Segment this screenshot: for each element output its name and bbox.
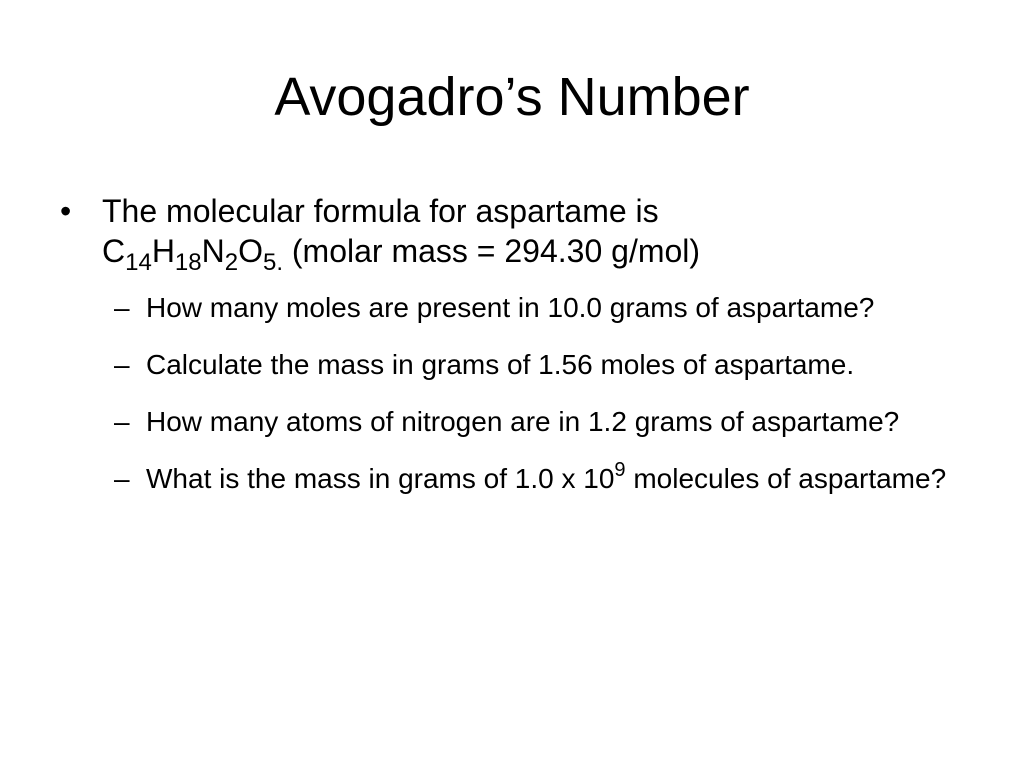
formula-subscript-h: 18 (174, 249, 202, 276)
exponent-superscript: 9 (614, 459, 626, 481)
molar-mass-text: (molar mass = 294.30 g/mol) (283, 233, 701, 269)
bullet-marker: • (60, 193, 72, 229)
dash-marker: – (114, 463, 130, 494)
sub-bullet-text (146, 461, 974, 500)
main-bullet-text (102, 191, 952, 276)
sub-bullet-text: How many atoms of nitrogen are in 1.2 grams of aspartame? (146, 406, 900, 437)
sub-bullet-text-before: What is the mass in grams of 1.0 x 10 (146, 463, 615, 494)
formula-element-h: H (151, 233, 175, 269)
sub-bullet-item (114, 347, 974, 382)
formula-subscript-c: 14 (125, 249, 152, 276)
sub-bullet-text: Calculate the mass in grams of 1.56 moles of aspartame. (146, 349, 855, 380)
formula-subscript-n: 2 (224, 249, 239, 276)
sub-bullet-list (114, 290, 974, 522)
chemical-formula (102, 233, 283, 276)
sub-bullet-text: How many moles are present in 10.0 grams of aspartame? (146, 292, 875, 323)
sub-bullet-text-after: molecules of aspartame? (625, 463, 947, 494)
formula-element-n: N (201, 233, 225, 269)
formula-subscript-o: 5. (262, 249, 283, 276)
sub-bullet-item (114, 290, 974, 325)
main-bullet-line1: The molecular formula for aspartame is (102, 193, 659, 229)
dash-marker: – (114, 349, 130, 380)
formula-element-o: O (238, 233, 263, 269)
sub-bullet-item (114, 404, 974, 439)
formula-element-c: C (102, 233, 126, 269)
dash-marker: – (114, 406, 130, 437)
sub-bullet-item (114, 461, 974, 500)
slide-title: Avogadro’s Number (274, 67, 750, 127)
dash-marker: – (114, 292, 130, 323)
